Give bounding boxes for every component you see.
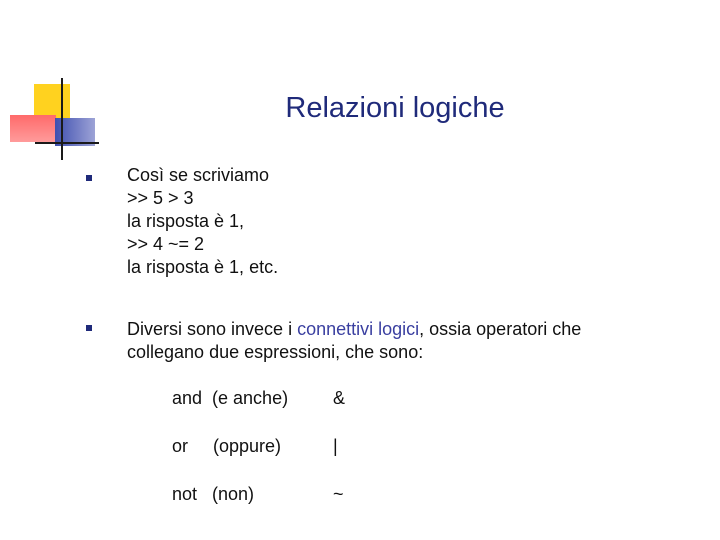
bullet-2-line-2: collegano due espressioni, che sono:	[127, 342, 424, 362]
bullet-1-text	[127, 164, 278, 279]
bullet-1-line: la risposta è 1, etc.	[127, 257, 279, 277]
logo-horizontal-line	[35, 142, 99, 144]
logo-red-square	[10, 115, 56, 142]
operator-row-not	[172, 484, 472, 532]
operator-symbol: ~	[333, 484, 344, 504]
bullet-square-icon	[86, 175, 92, 181]
bullet-1-line: la risposta è 1,	[127, 211, 245, 231]
operator-symbol: &	[333, 388, 346, 408]
bullet-2-text-after: , ossia operatori che	[419, 319, 582, 339]
bullet-1-line: >> 5 > 3	[127, 188, 194, 208]
bullet-2-line-1	[127, 318, 687, 341]
operators-list	[172, 388, 472, 532]
operator-label: and (e anche)	[172, 388, 289, 408]
operator-label: not (non)	[172, 484, 255, 504]
operator-symbol: |	[333, 436, 338, 456]
bullet-square-icon	[86, 325, 92, 331]
decorative-logo	[0, 0, 110, 170]
bullet-1-line: Così se scriviamo	[127, 165, 270, 185]
logo-vertical-line	[61, 78, 63, 160]
bullet-1-line: >> 4 ~= 2	[127, 234, 205, 254]
slide-title: Relazioni logiche	[285, 92, 505, 124]
highlight-connettivi-logici: connettivi logici	[297, 319, 420, 339]
operator-row-and	[172, 388, 472, 436]
operator-row-or	[172, 436, 472, 484]
bullet-2-text-before: Diversi sono invece i	[127, 319, 298, 339]
operator-label: or (oppure)	[172, 436, 282, 456]
bullet-2-text	[127, 318, 687, 364]
